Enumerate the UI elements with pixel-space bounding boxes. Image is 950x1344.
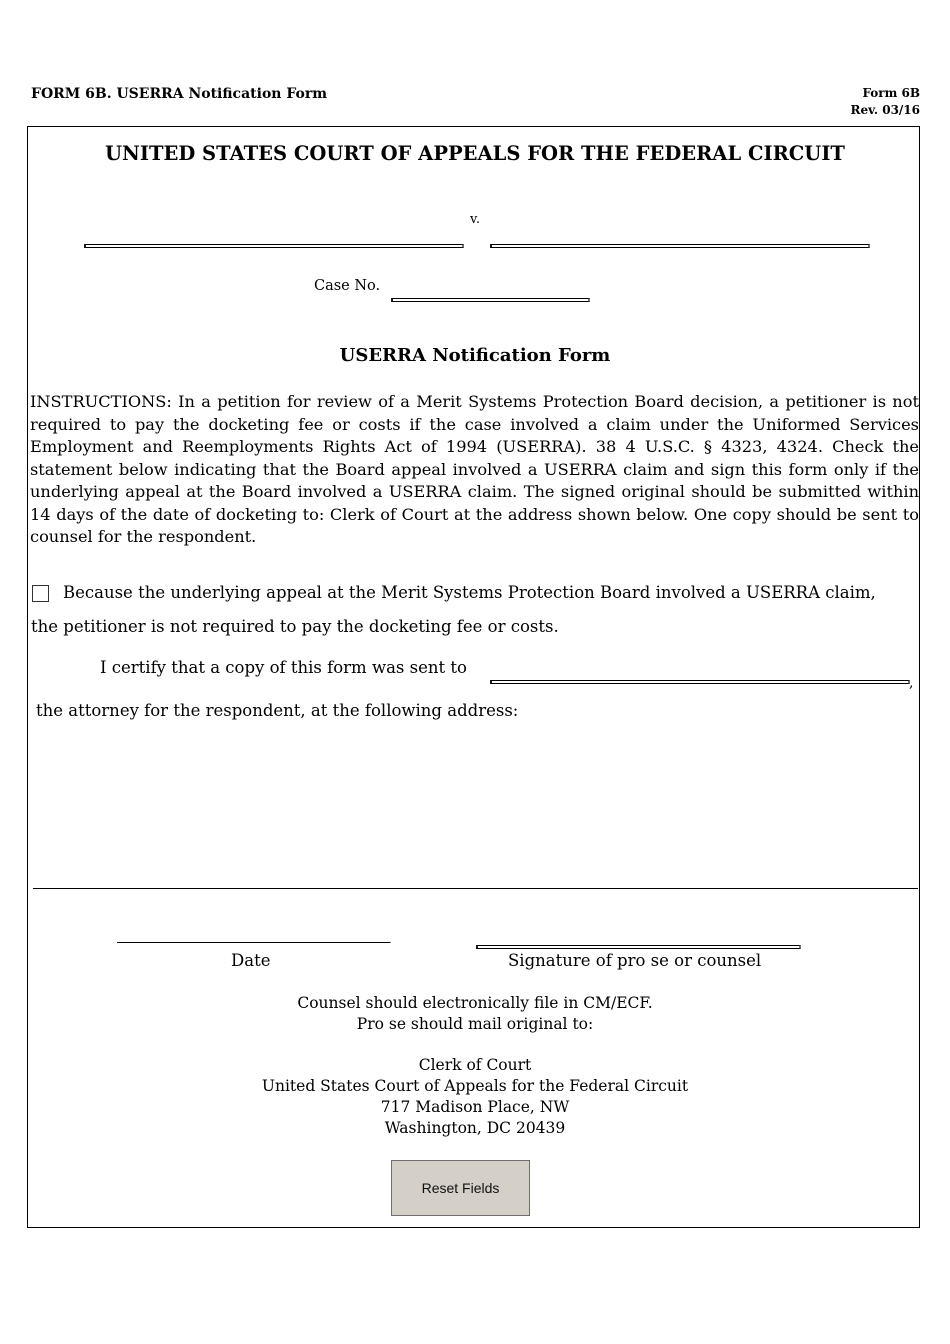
form-name: FORM 6B. USERRA Notification Form xyxy=(31,86,328,102)
filing-instructions xyxy=(0,993,950,1035)
instructions-paragraph: INSTRUCTIONS: In a petition for review of a Merit Systems Protection Board decision, a petitioner is not required to pay the docketing fee or costs if the case involved a claim under the Uniformed Services Employment and Reemployments Rights Act of 1994 (USERRA). 38 4 U.S.C. § 4323, 4324. Check the statement below indicating that the Board appeal involved a USERRA claim and sign this form only if the underlying appeal at the Board involved a USERRA claim. The signed original should be submitted within 14 days of the date of docketing to: Clerk of Court at the address shown below. One copy should be sent to counsel for the respondent. xyxy=(30,392,919,546)
signature-field[interactable] xyxy=(476,945,801,949)
certify-comma: , xyxy=(909,675,914,691)
case-no-field[interactable] xyxy=(391,298,590,302)
signature-label: Signature of pro se or counsel xyxy=(508,951,762,970)
address-divider xyxy=(33,888,918,889)
address-line4: Washington, DC 20439 xyxy=(384,1119,566,1137)
claim-statement-line2: the petitioner is not required to pay the docketing fee or costs. xyxy=(31,617,559,636)
filing-line1: Counsel should electronically file in CM/ECF. xyxy=(297,994,653,1012)
form-title: USERRA Notification Form xyxy=(339,345,611,366)
form-number-block xyxy=(850,85,920,119)
address-line3: 717 Madison Place, NW xyxy=(380,1098,570,1116)
date-label: Date xyxy=(231,951,271,970)
court-title: UNITED STATES COURT OF APPEALS FOR THE FEDERAL CIRCUIT xyxy=(105,142,845,165)
respondent-field[interactable] xyxy=(490,244,870,248)
address-line2: United States Court of Appeals for the Federal Circuit xyxy=(261,1077,689,1095)
recipient-field[interactable] xyxy=(490,680,910,684)
case-no-label: Case No. xyxy=(314,278,381,294)
userra-claim-checkbox[interactable] xyxy=(32,585,49,602)
filing-line2: Pro se should mail original to: xyxy=(356,1015,594,1033)
petitioner-field[interactable] xyxy=(84,244,464,248)
address-line1: Clerk of Court xyxy=(418,1056,532,1074)
attorney-address-intro: the attorney for the respondent, at the following address: xyxy=(36,701,519,720)
clerk-address xyxy=(0,1055,950,1139)
form-number: Form 6B xyxy=(862,86,920,100)
date-field[interactable] xyxy=(117,942,391,943)
versus-label: v. xyxy=(470,212,480,227)
reset-fields-button[interactable]: Reset Fields xyxy=(391,1160,530,1216)
certify-text: I certify that a copy of this form was sent to xyxy=(100,658,467,677)
claim-statement-line1: Because the underlying appeal at the Merit Systems Protection Board involved a USERRA claim, xyxy=(63,583,876,602)
form-revision: Rev. 03/16 xyxy=(850,103,920,117)
